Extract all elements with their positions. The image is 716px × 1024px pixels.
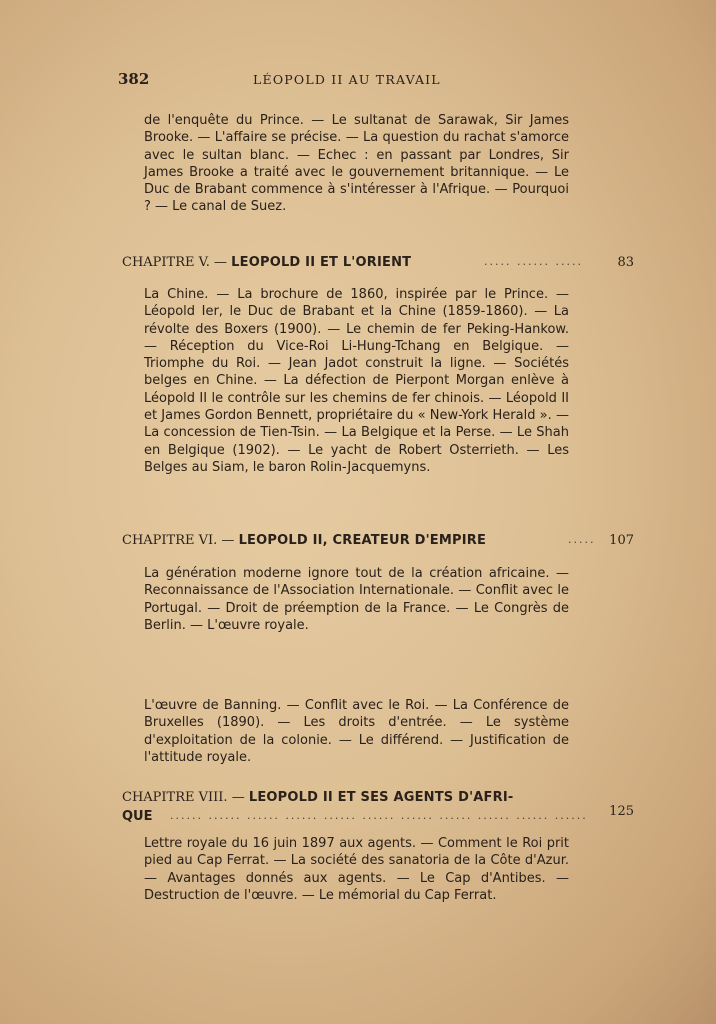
chapter-title: LEOPOLD II ET SES AGENTS D'AFRI- bbox=[248, 790, 514, 805]
chapter-page-number: 107 bbox=[609, 533, 634, 548]
chapter-number: CHAPITRE VIII. — bbox=[122, 790, 245, 805]
chapter-number: CHAPITRE VI. — bbox=[122, 533, 235, 548]
chapter-number: CHAPITRE V. — bbox=[122, 255, 228, 270]
page-header bbox=[118, 70, 638, 92]
running-title: LÉOPOLD II AU TRAVAIL bbox=[253, 72, 441, 87]
chapter-entry-viii bbox=[122, 790, 634, 830]
chapter-summary-v: La Chine. — La brochure de 1860, inspirée par le Prince. — Léopold Ier, le Duc de Brabant et la Chine (1859-1860). — La révolte des Boxers (1900). — Le chemin de fer Peking-Hankow. — Réception du Vice-Roi Li-Hung-Tchang en Belgique. — Triomphe du Roi. — Jean Jadot construit la ligne. — Sociétés belges en Chine. — La défection de Pierpont Morgan enlève à Léopold II le contrôle sur les chemins de fer chinois. — Léopold II et James Gordon Bennett, propriétaire du « New-York Herald ». — La concession de Tien-Tsin. — La Belgique et la Perse. — Le Shah en Belgique (1902). — Le yacht de Robert Osterrieth. — Les Belges au Siam, le baron Rolin-Jacquemyns. bbox=[144, 287, 569, 475]
chapter-summary-viii: Lettre royale du 16 juin 1897 aux agents. — Comment le Roi prit pied au Cap Ferrat. — La société des sanatoria de la Côte d'Azur. — Avantages donnés aux agents. — Le Cap d'Antibes. — Destruction de l'œuvre. — Le mémorial du Cap Ferrat. bbox=[144, 836, 569, 903]
chapter-summary-vi: La génération moderne ignore tout de la création africaine. — Reconnaissance de l'Association Internationale. — Conflit avec le Portugal. — Droit de préemption de la France. — Le Congrès de Berlin. — L'œuvre royale. bbox=[144, 566, 569, 633]
chapter-title: LEOPOLD II ET L'ORIENT bbox=[231, 255, 412, 270]
chapter-heading bbox=[122, 790, 513, 805]
chapter-entry-v bbox=[122, 255, 634, 275]
chapter-title-continued: QUE bbox=[122, 809, 153, 824]
chapter-heading bbox=[122, 255, 411, 270]
chapter-summary-vii: L'œuvre de Banning. — Conflit avec le Roi. — La Conférence de Bruxelles (1890). — Les droits d'entrée. — Le système d'exploitation de la colonie. — Le différend. — Justification de l'attitude royale. bbox=[144, 698, 569, 765]
leader-dots: ..... bbox=[568, 533, 596, 546]
chapter-title: LEOPOLD II, CREATEUR D'EMPIRE bbox=[238, 533, 487, 548]
chapter-page-number: 83 bbox=[617, 255, 634, 270]
chapter-heading bbox=[122, 533, 486, 548]
chapter-page-number: 125 bbox=[609, 804, 634, 819]
leader-dots: ..... ...... ..... bbox=[484, 255, 583, 268]
page-number: 382 bbox=[118, 70, 150, 88]
chapter-entry-vi bbox=[122, 533, 634, 553]
leader-dots: ...... ...... ...... ...... ...... ...... ...... ...... ...... ...... ...... bbox=[170, 809, 588, 822]
intro-paragraph: de l'enquête du Prince. — Le sultanat de Sarawak, Sir James Brooke. — L'affaire se précise. — La question du rachat s'amorce avec le sultan blanc. — Echec : en passant par Londres, Sir James Brooke a traité avec le gouvernement britannique. — Le Duc de Brabant commence à s'intéresser à l'Afrique. — Pourquoi ? — Le canal de Suez. bbox=[144, 113, 569, 215]
